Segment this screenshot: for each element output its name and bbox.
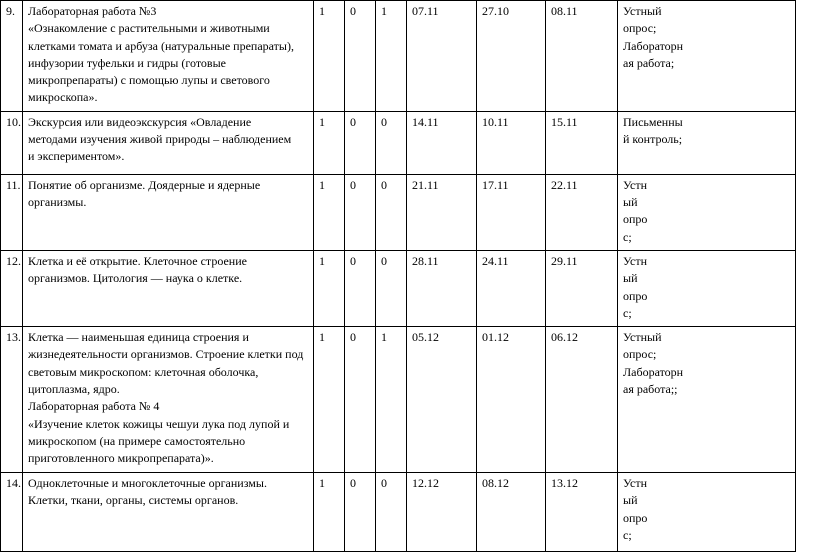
a-value: 1 bbox=[319, 177, 325, 192]
control-text bbox=[623, 114, 790, 149]
date-group-2 bbox=[546, 1, 618, 112]
d1-value: 01.12 bbox=[482, 330, 509, 345]
topic-line: Понятие об организме. Доядерные и ядерные bbox=[28, 177, 261, 192]
a-value: 1 bbox=[319, 4, 325, 18]
topic-line: Клетка — наименьшая единица строения и bbox=[28, 330, 249, 345]
control-line: й контроль; bbox=[623, 132, 683, 147]
date-group-1 bbox=[477, 250, 546, 326]
practical-hours bbox=[376, 473, 407, 552]
test-hours bbox=[345, 174, 376, 250]
control-text bbox=[623, 177, 790, 246]
plan-value: 14.11 bbox=[412, 114, 439, 129]
topic-text bbox=[28, 114, 308, 166]
control-text bbox=[623, 475, 790, 544]
control-type bbox=[618, 174, 796, 250]
topic-line: методами изучения живой природы – наблюдением bbox=[28, 132, 292, 147]
b-value: 0 bbox=[350, 177, 356, 192]
date-group-1 bbox=[477, 111, 546, 174]
control-line: Устный bbox=[623, 330, 662, 345]
planned-date bbox=[407, 327, 477, 473]
control-line: с; bbox=[623, 305, 632, 320]
test-hours bbox=[345, 250, 376, 326]
c-value: 1 bbox=[381, 330, 387, 345]
num-value: 10. bbox=[6, 114, 21, 129]
lesson-topic bbox=[23, 473, 314, 552]
d1-value: 10.11 bbox=[482, 114, 509, 129]
total-hours bbox=[314, 1, 345, 112]
num-value: 13. bbox=[6, 330, 21, 345]
control-line: опро bbox=[623, 212, 648, 227]
topic-line: Лабораторная работа № 4 bbox=[28, 399, 160, 414]
topic-line: Экскурсия или видеоэкскурсия «Овладение bbox=[28, 114, 252, 129]
topic-line: организмы. bbox=[28, 195, 87, 210]
plan-value: 12.12 bbox=[412, 476, 439, 491]
control-type bbox=[618, 250, 796, 326]
table-row bbox=[1, 473, 796, 552]
control-line: ый bbox=[623, 271, 638, 286]
topic-line: «Ознакомление с растительными и животными bbox=[28, 21, 270, 36]
b-value: 0 bbox=[350, 476, 356, 491]
date-group-1 bbox=[477, 174, 546, 250]
plan-value: 28.11 bbox=[412, 253, 439, 268]
topic-line: Клетки, ткани, органы, системы органов. bbox=[28, 493, 239, 508]
topic-line: цитоплазма, ядро. bbox=[28, 382, 120, 397]
d2-value: 08.11 bbox=[551, 4, 578, 18]
total-hours bbox=[314, 111, 345, 174]
d1-value: 27.10 bbox=[482, 4, 509, 18]
table-row bbox=[1, 327, 796, 473]
total-hours bbox=[314, 250, 345, 326]
b-value: 0 bbox=[350, 253, 356, 268]
num-value: 12. bbox=[6, 253, 21, 268]
practical-hours bbox=[376, 327, 407, 473]
control-text bbox=[623, 329, 790, 398]
practical-hours bbox=[376, 174, 407, 250]
d2-value: 15.11 bbox=[551, 114, 578, 129]
d2-value: 13.12 bbox=[551, 476, 578, 491]
lesson-topic bbox=[23, 1, 314, 112]
control-type bbox=[618, 111, 796, 174]
d1-value: 24.11 bbox=[482, 253, 509, 268]
test-hours bbox=[345, 473, 376, 552]
lesson-number bbox=[1, 250, 23, 326]
control-line: Лабораторн bbox=[623, 364, 684, 379]
date-group-2 bbox=[546, 473, 618, 552]
control-line: Устн bbox=[623, 253, 648, 268]
c-value: 0 bbox=[381, 177, 387, 192]
control-line: Лабораторн bbox=[623, 38, 684, 53]
topic-line: приготовленного микропрепарата)». bbox=[28, 451, 214, 466]
lesson-number bbox=[1, 174, 23, 250]
topic-line: клетками томата и арбуза (натуральные препараты), bbox=[28, 38, 294, 53]
lesson-number bbox=[1, 111, 23, 174]
control-text bbox=[623, 3, 790, 72]
control-line: Устный bbox=[623, 4, 662, 18]
num-value: 11. bbox=[6, 177, 21, 192]
d1-value: 08.12 bbox=[482, 476, 509, 491]
control-line: Устн bbox=[623, 177, 648, 192]
control-line: Письменны bbox=[623, 114, 683, 129]
practical-hours bbox=[376, 111, 407, 174]
plan-value: 21.11 bbox=[412, 177, 439, 192]
topic-line: жизнедеятельности организмов. Строение клетки под bbox=[28, 347, 304, 362]
planned-date bbox=[407, 174, 477, 250]
topic-line: и экспериментом». bbox=[28, 149, 125, 164]
test-hours bbox=[345, 1, 376, 112]
a-value: 1 bbox=[319, 476, 325, 491]
planned-date bbox=[407, 1, 477, 112]
d2-value: 06.12 bbox=[551, 330, 578, 345]
planned-date bbox=[407, 111, 477, 174]
date-group-2 bbox=[546, 250, 618, 326]
topic-line: Клетка и её открытие. Клеточное строение bbox=[28, 253, 247, 268]
lesson-number bbox=[1, 1, 23, 112]
a-value: 1 bbox=[319, 330, 325, 345]
control-line: ая работа; bbox=[623, 55, 675, 70]
date-group-2 bbox=[546, 327, 618, 473]
control-line: опрос; bbox=[623, 347, 657, 362]
total-hours bbox=[314, 327, 345, 473]
topic-line: микроскопа». bbox=[28, 90, 98, 105]
topic-text bbox=[28, 177, 308, 212]
total-hours bbox=[314, 174, 345, 250]
lesson-topic bbox=[23, 174, 314, 250]
control-line: Устн bbox=[623, 476, 648, 491]
c-value: 1 bbox=[381, 4, 387, 18]
topic-line: микроскопом (на примере самостоятельно bbox=[28, 433, 246, 448]
b-value: 0 bbox=[350, 114, 356, 129]
d2-value: 29.11 bbox=[551, 253, 578, 268]
lesson-topic bbox=[23, 250, 314, 326]
total-hours bbox=[314, 473, 345, 552]
lesson-number bbox=[1, 327, 23, 473]
c-value: 0 bbox=[381, 476, 387, 491]
topic-line: световым микроскопом: клеточная оболочка, bbox=[28, 364, 259, 379]
topic-line: «Изучение клеток кожицы чешуи лука под лупой и bbox=[28, 416, 290, 431]
control-line: опрос; bbox=[623, 21, 657, 36]
a-value: 1 bbox=[319, 114, 325, 129]
topic-line: организмов. Цитология — наука о клетке. bbox=[28, 271, 243, 286]
control-line: ая работа;; bbox=[623, 382, 678, 397]
date-group-1 bbox=[477, 473, 546, 552]
plan-value: 05.12 bbox=[412, 330, 439, 345]
topic-text bbox=[28, 3, 308, 107]
table-row bbox=[1, 250, 796, 326]
control-line: опро bbox=[623, 510, 648, 525]
b-value: 0 bbox=[350, 330, 356, 345]
control-text bbox=[623, 253, 790, 322]
c-value: 0 bbox=[381, 253, 387, 268]
lesson-topic bbox=[23, 111, 314, 174]
planned-date bbox=[407, 473, 477, 552]
table-row bbox=[1, 174, 796, 250]
b-value: 0 bbox=[350, 4, 356, 18]
date-group-1 bbox=[477, 327, 546, 473]
date-group-1 bbox=[477, 1, 546, 112]
d2-value: 22.11 bbox=[551, 177, 578, 192]
num-value: 9. bbox=[6, 4, 15, 18]
d1-value: 17.11 bbox=[482, 177, 509, 192]
plan-value: 07.11 bbox=[412, 4, 439, 18]
control-type bbox=[618, 1, 796, 112]
planned-date bbox=[407, 250, 477, 326]
control-line: ый bbox=[623, 195, 638, 210]
test-hours bbox=[345, 111, 376, 174]
control-type bbox=[618, 473, 796, 552]
lesson-number bbox=[1, 473, 23, 552]
practical-hours bbox=[376, 250, 407, 326]
topic-line: микропрепараты) с помощью лупы и светового bbox=[28, 73, 270, 88]
topic-text bbox=[28, 253, 308, 288]
control-line: с; bbox=[623, 528, 632, 543]
c-value: 0 bbox=[381, 114, 387, 129]
practical-hours bbox=[376, 1, 407, 112]
date-group-2 bbox=[546, 111, 618, 174]
num-value: 14. bbox=[6, 476, 21, 491]
lesson-topic bbox=[23, 327, 314, 473]
topic-text bbox=[28, 475, 308, 510]
test-hours bbox=[345, 327, 376, 473]
a-value: 1 bbox=[319, 253, 325, 268]
control-line: с; bbox=[623, 229, 632, 244]
control-line: ый bbox=[623, 493, 638, 508]
topic-line: инфузории туфельки и гидры (готовые bbox=[28, 55, 226, 70]
table-row bbox=[1, 1, 796, 112]
topic-line: Одноклеточные и многоклеточные организмы. bbox=[28, 476, 267, 491]
topic-text bbox=[28, 329, 308, 467]
topic-line: Лабораторная работа №3 bbox=[28, 4, 157, 18]
table-row bbox=[1, 111, 796, 174]
control-line: опро bbox=[623, 288, 648, 303]
control-type bbox=[618, 327, 796, 473]
date-group-2 bbox=[546, 174, 618, 250]
